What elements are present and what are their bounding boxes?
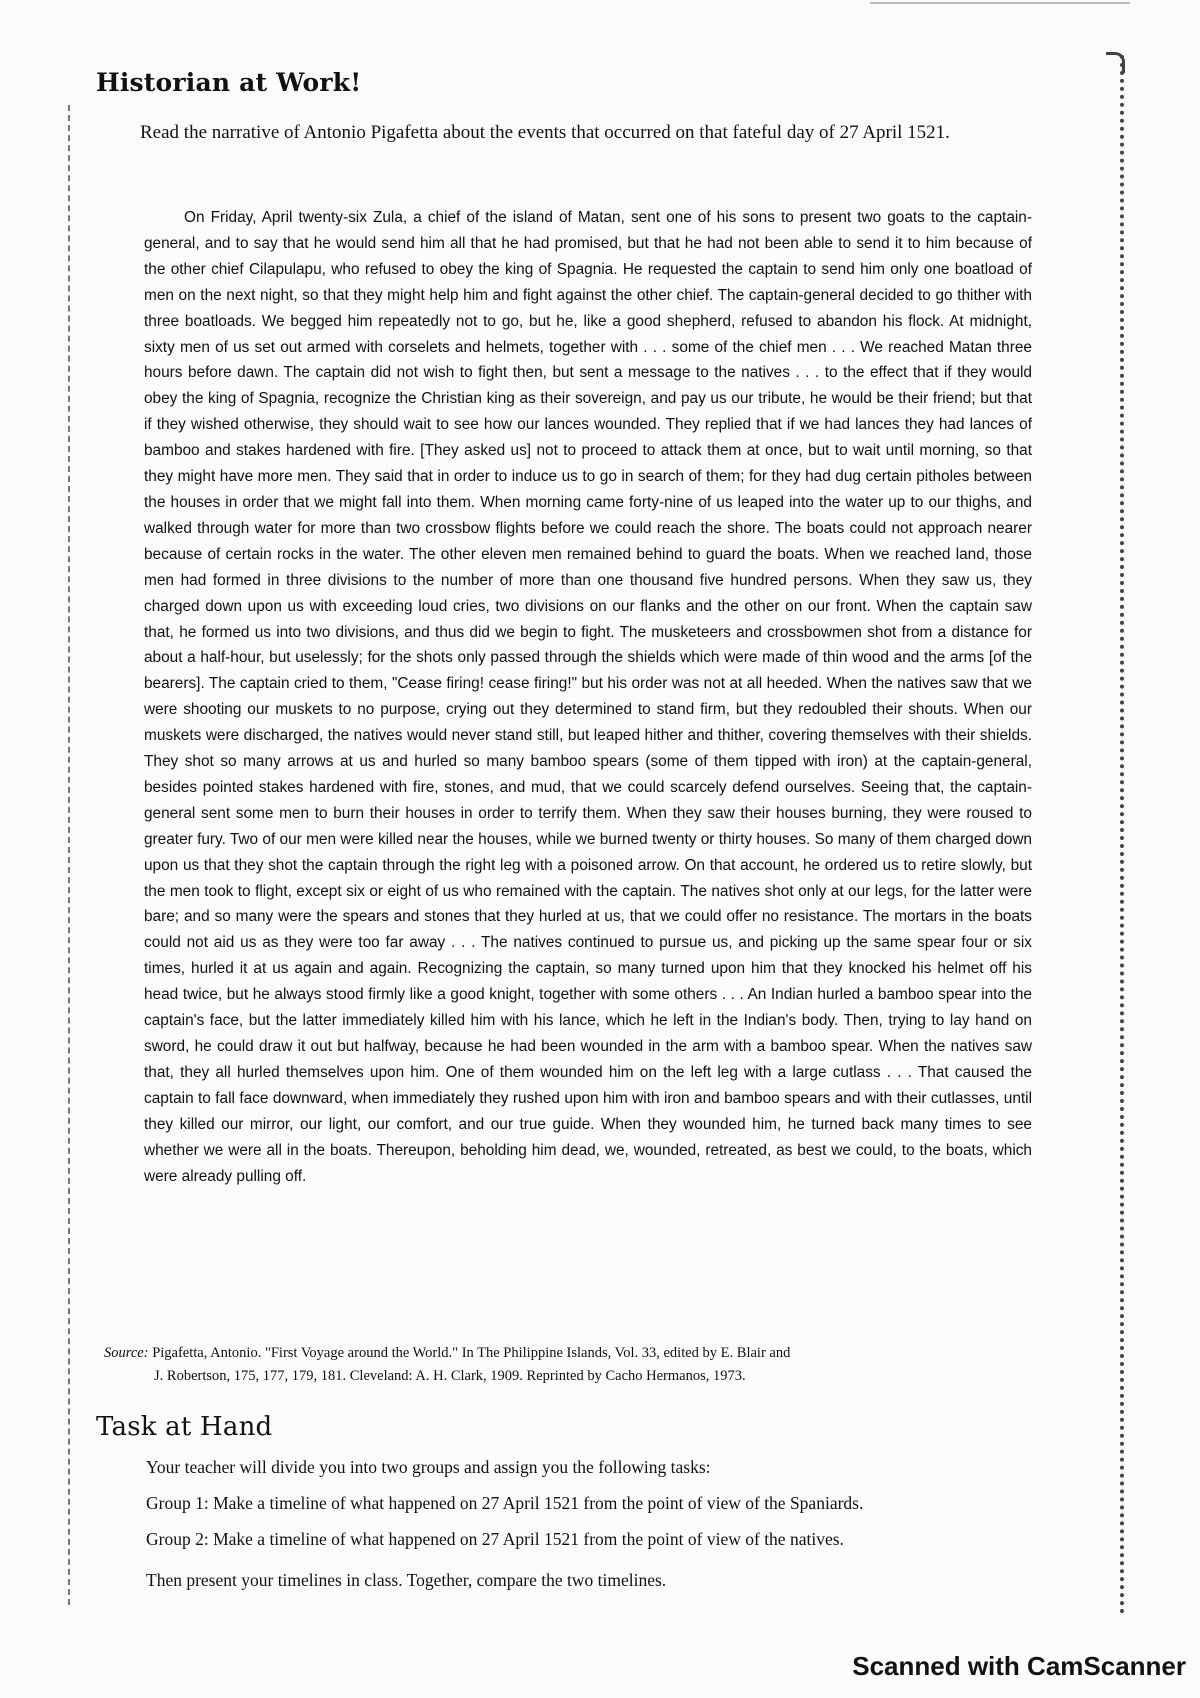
task-group-2: Group 2: Make a timeline of what happened on 27 April 1521 from the point of view of the natives.	[146, 1529, 844, 1549]
pigafetta-narrative: On Friday, April twenty-six Zula, a chief of the island of Matan, sent one of his sons to present two goats to the captain-general, and to say that he would send him all that he had promised, but that he had not been able to send it to him because of the other chief Cilapulapu, who refused to obey the king of Spagnia. He requested the captain to send him only one boatload of men on the next night, so that they might help him and fight against the other chief. The captain-general decided to go thither with three boatloads. We begged him repeatedly not to go, but he, like a good shepherd, refused to abandon his flock. At midnight, sixty men of us set out armed with corselets and helmets, together with . . . some of the chief men . . . We reached Matan three hours before dawn. The captain did not wish to fight then, but sent a message to the natives . . . to the effect that if they would obey the king of Spagnia, recognize the Christian king as their sovereign, and pay us our tribute, he would be their friend; but that if they wished otherwise, they should wait to see how our lances wounded. They replied that if we had lances they had lances of bamboo and stakes hardened with fire. [They asked us] not to proceed to attack them at once, but to wait until morning, so that they might have more men. They said that in order to induce us to go in search of them; for they had dug certain pitholes between the houses in order that we might fall into them. When morning came forty-nine of us leaped into the water up to our thighs, and walked through water for more than two crossbow flights before we could reach the shore. The boats could not approach nearer because of certain rocks in the water. The other eleven men remained behind to guard the boats. When we reached land, those men had formed in three divisions to the number of more than one thousand five hundred persons. When they saw us, they charged down upon us with exceeding loud cries, two divisions on our flanks and the other on our front. When the captain saw that, he formed us into two divisions, and thus did we begin to fight. The musketeers and crossbowmen shot from a distance for about a half-hour, but uselessly; for the shots only passed through the shields which were made of thin wood and the arms [of the bearers]. The captain cried to them, "Cease firing! cease firing!" but his order was not at all heeded. When the natives saw that we were shooting our muskets to no purpose, crying out they determined to stand firm, but they redoubled their shouts. When our muskets were discharged, the natives would never stand still, but leaped hither and thither, covering themselves with their shields. They shot so many arrows at us and hurled so many bamboo spears (some of them tipped with iron) at the captain-general, besides pointed stakes hardened with fire, stones, and mud, that we could scarcely defend ourselves. Seeing that, the captain-general sent some men to burn their houses in order to terrify them. When they saw their houses burning, they were roused to greater fury. Two of our men were killed near the houses, while we burned twenty or thirty houses. So many of them charged down upon us that they shot the captain through the right leg with a poisoned arrow. On that account, he ordered us to retire slowly, but the men took to flight, except six or eight of us who remained with the captain. The natives shot only at our legs, for the latter were bare; and so many were the spears and stones that they hurled at us, that we could offer no resistance. The mortars in the boats could not aid us as they were too far away . . . The natives continued to pursue us, and picking up the same spear four or six times, hurled it at us again and again. Recognizing the captain, so many turned upon him that they knocked his helmet off his head twice, but he always stood firmly like a good knight, together with some others . . . An Indian hurled a bamboo spear into the captain's face, but the latter immediately killed him with his lance, which he left in the Indian's body. Then, trying to lay hand on sword, he could draw it out but halfway, because he had been wounded in the arm with a bamboo spear. When the natives saw that, they all hurled themselves upon him. One of them wounded him on the left leg with a large cutlass . . . That caused the captain to fall face downward, when immediately they rushed upon him with iron and bamboo spears and with their cutlasses, until they killed our mirror, our light, our comfort, and our true guide. When they wounded him, he turned back many times to see whether we were all in the boats. Thereupon, beholding him dead, we, wounded, retreated, as best we could, to the boats, which were already pulling off.	[144, 209, 1032, 1185]
source-label: Source:	[104, 1345, 149, 1361]
task-intro: Your teacher will divide you into two groups and assign you the following tasks:	[146, 1457, 711, 1477]
source-line-1: Pigafetta, Antonio. "First Voyage around the World." In The Philippine Islands, Vol. 33, edited by E. Blair and	[152, 1345, 791, 1361]
task-group-1: Group 1: Make a timeline of what happened on 27 April 1521 from the point of view of the Spaniards.	[146, 1493, 864, 1513]
page-border-right	[1120, 55, 1124, 1615]
intro-paragraph: Read the narrative of Antonio Pigafetta about the events that occurred on that fateful day of 27 April 1521.	[140, 122, 950, 143]
camscanner-watermark: Scanned with CamScanner	[852, 1651, 1186, 1681]
section-heading-historian: Historian at Work!	[96, 68, 362, 97]
task-closing: Then present your timelines in class. Together, compare the two timelines.	[146, 1570, 667, 1590]
page-border-corner	[1106, 52, 1125, 73]
source-citation	[104, 1342, 1054, 1388]
section-heading-task: Task at Hand	[96, 1412, 273, 1442]
page-border-left	[68, 105, 70, 1605]
source-line-2: J. Robertson, 175, 177, 179, 181. Cleveland: A. H. Clark, 1909. Reprinted by Cacho Hermanos, 1973.	[154, 1368, 746, 1384]
scan-edge-line	[870, 2, 1130, 4]
